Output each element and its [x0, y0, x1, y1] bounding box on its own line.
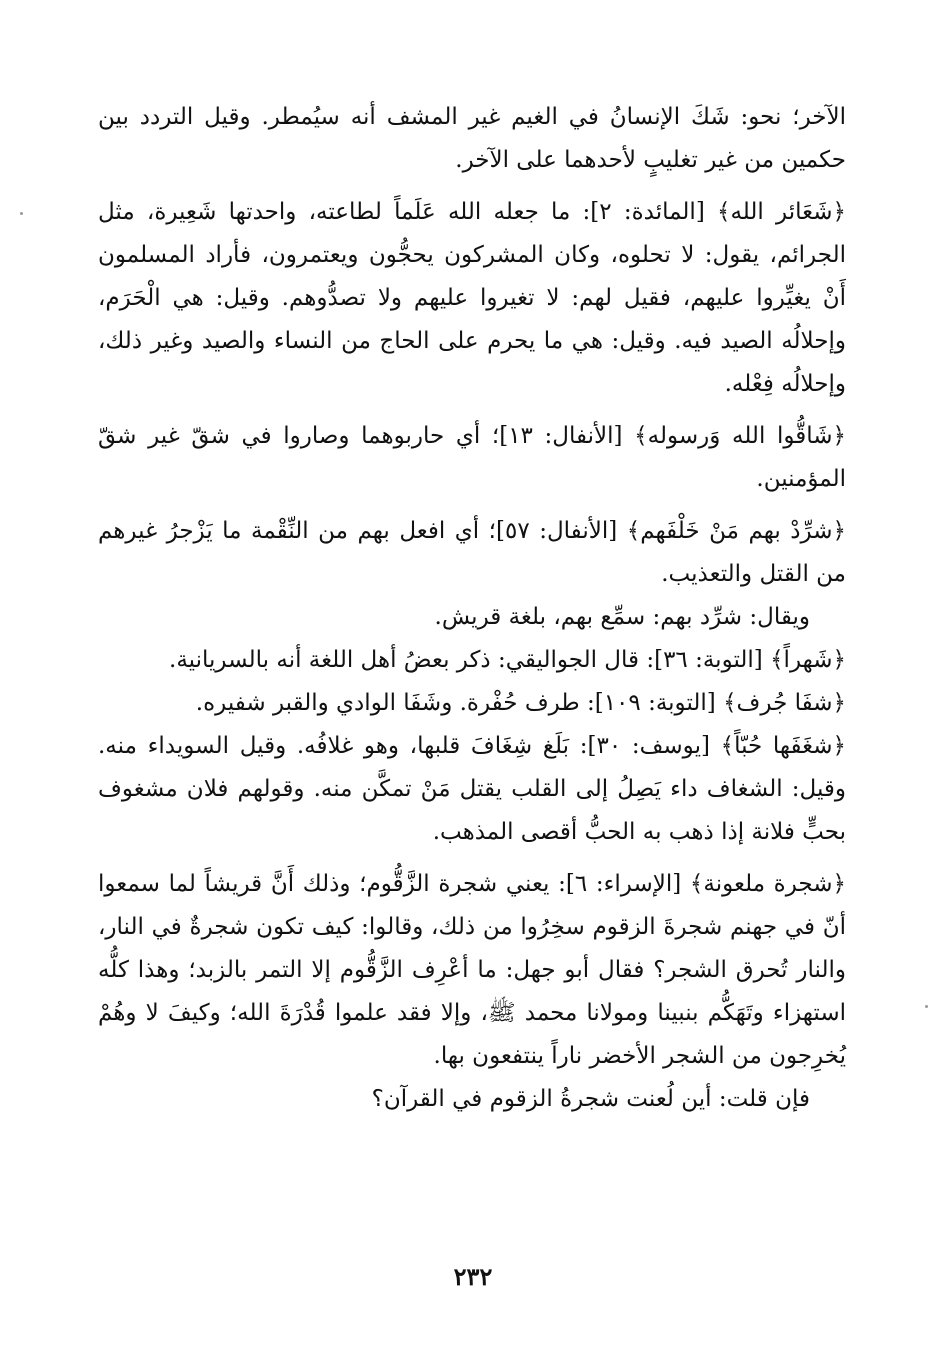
paragraph-shaair-allah: ﴿شَعَائر الله﴾ [المائدة: ٢]: ما جعله الله عَلَماً لطاعته، واحدتها شَعِيرة، مثل الجرائم، يقول: لا تحلوه، وكان المشركون يحجُّون ويعتمرون، فأراد المسلمون أَنْ يغيِّروا عليهم، فقيل لهم: لا تغيروا عليهم ولا تصدُّوهم. وقيل: هي الْحَرَم، وإحلالُه الصيد فيه. وقيل: هي ما يحرم على الحاج من النساء والصيد وغير ذلك، وإحلالُه فِعْله. [98, 199, 846, 397]
paragraph-shaaqqu: ﴿شَاقُّوا الله وَرسوله﴾ [الأنفال: ١٣]؛ أي حاربوهما وصاروا في شقّ غير شقّ المؤمنين. [98, 423, 846, 492]
paragraph-shafa-juruf: ﴿شفَا جُرف﴾ [التوبة: ١٠٩]: طرف حُفْرة. وشَفَا الوادي والقبر شفيره. [195, 690, 846, 716]
paragraph-doubt-definition: الآخر؛ نحو: شَكَ الإنسانُ في الغيم غير المشف أنه سيُمطر. وقيل التردد بين حكمين من غير تغليبٍ لأحدهما على الآخر. [98, 104, 846, 173]
page-number: ٢٣٢ [453, 1262, 493, 1291]
paragraph-sharrid: ﴿شرِّدْ بهم مَنْ خَلْفَهم﴾ [الأنفال: ٥٧]؛ أي افعل بهم من النِّقْمة ما يَزْجرُ غيرهم من القتل والتعذيب. [98, 518, 846, 587]
paragraph-shajara-malouna: ﴿شجرة ملعونة﴾ [الإسراء: ٦]: يعني شجرة الزَّقُّوم؛ وذلك أَنَّ قريشاً لما سمعوا أنّ في جهنم شجرةَ الزقوم سخِرُوا من ذلك، وقالوا: كيف تكون شجرةٌ في النار، والنار تُحرق الشجر؟ فقال أبو جهل: ما أعْرِف الزَّقُّوم إلا التمر بالزبد؛ وهذا كلُّه استهزاء وتَهَكُّم بنبينا ومولانا محمد ﷺ، وإلا فقد علموا قُدْرَةَ الله؛ وكيفَ لا وهُمْ يُخرِجون من الشجر الأخضر ناراً ينتفعون بها. [98, 871, 847, 1069]
paragraph-question: فإن قلت: أين لُعنت شجرةُ الزقوم في القرآن؟ [371, 1086, 810, 1112]
body-text [98, 96, 846, 1121]
paragraph-shahran: ﴿شَهراً﴾ [التوبة: ٣٦]: قال الجواليقي: ذكر بعضُ أهل اللغة أنه بالسريانية. [169, 647, 846, 673]
scan-speck [925, 1005, 928, 1008]
paragraph-sharrid-quraysh: ويقال: شرِّد بهم: سمِّع بهم، بلغة قريش. [434, 604, 810, 630]
paragraph-shaghafaha: ﴿شغَفَها حُبّاً﴾ [يوسف: ٣٠]: بَلَغ شِغَافَ قلبها، وهو غلافُه. وقيل السويداء منه. وقيل: الشغاف داء يَصِلُ إلى القلب يقتل مَنْ تمكَّن منه. وقولهم فلان مشغوف بحبٍّ فلانة إذا ذهب به الحبُّ أقصى المذهب. [98, 733, 847, 845]
scan-speck [20, 212, 23, 215]
